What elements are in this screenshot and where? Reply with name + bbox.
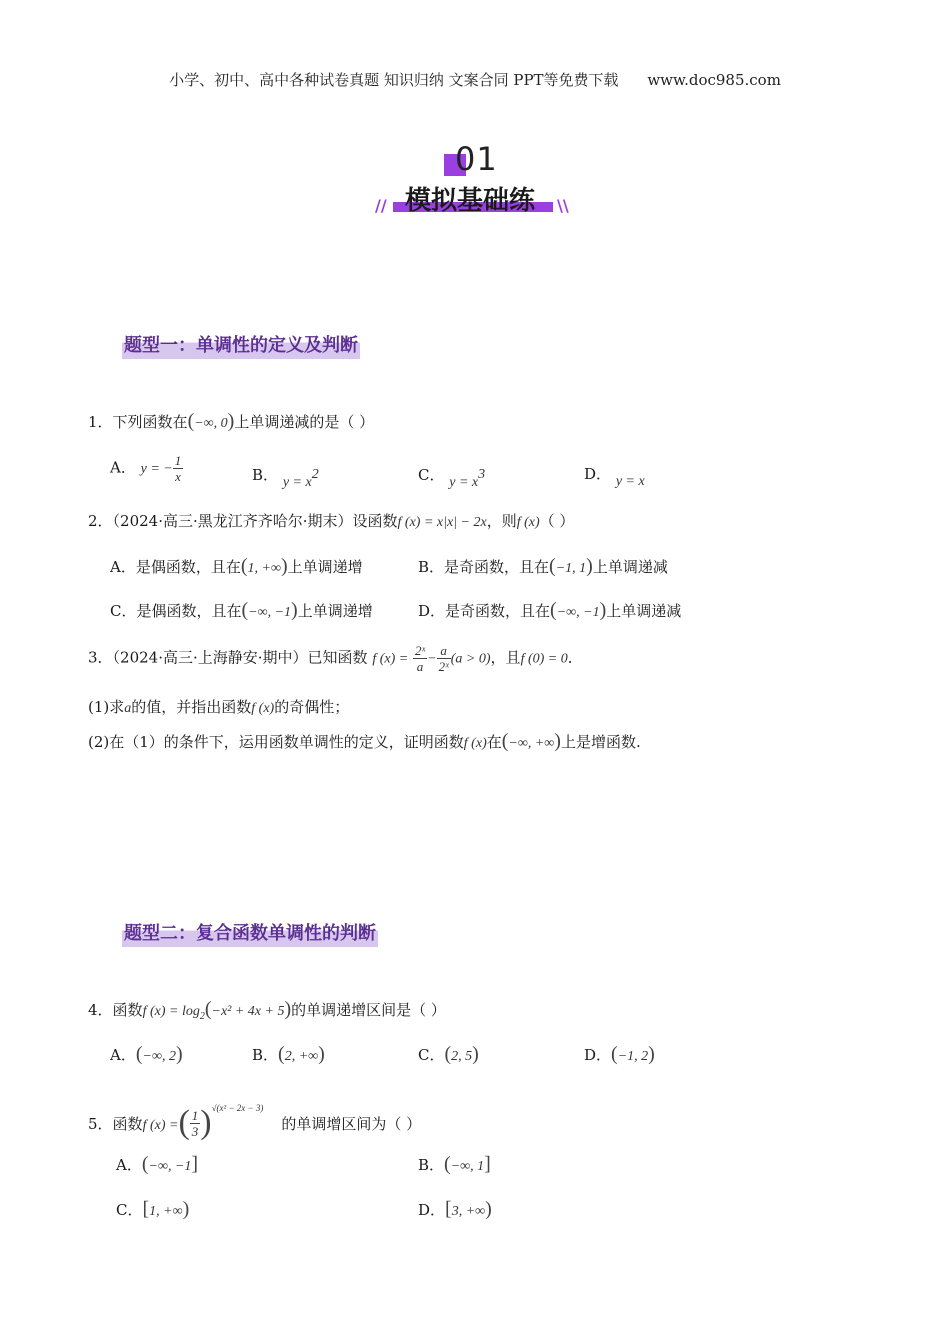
banner-title: 模拟基础练 <box>405 186 536 216</box>
q5-option-d[interactable]: D．[3, +∞) <box>418 1198 492 1220</box>
header-site: www.doc985.com <box>647 71 781 89</box>
q4-option-c[interactable]: C．(2, 5) <box>418 1043 479 1065</box>
fraction: $\frac{1}{x}$ <box>174 453 182 484</box>
q5-option-c[interactable]: C．[1, +∞) <box>116 1198 190 1220</box>
fraction: $\frac{\text{2ˣ}}{a}$ <box>414 643 426 674</box>
question-1: 1．下列函数在(−∞, 0)上单调递减的是（ ） <box>88 410 375 432</box>
section-title-2: 题型二：复合函数单调性的判断 <box>122 917 378 947</box>
question-number: 1． <box>88 413 113 431</box>
q2-option-b[interactable]: B．是奇函数，且在(−1, 1)上单调递减 <box>418 555 668 577</box>
question-3-part-2: (2)在（1）的条件下，运用函数单调性的定义，证明函数f (x)在(−∞, +∞)上是增函数. <box>88 730 641 752</box>
question-text: 下列函数在 <box>112 413 188 431</box>
q2-option-c[interactable]: C．是偶函数，且在(−∞, −1)上单调递增 <box>110 599 373 621</box>
question-2: 2．（2024·高三·黑龙江齐齐哈尔·期末）设函数f (x) = x|x| − 2x，则f (x)（ ） <box>88 512 575 530</box>
question-3: 3．（2024·高三·上海静安·期中）已知函数 f (x) = $\frac{\text{2ˣ}}{a}$ − $\frac{a}{\text{2ˣ}}$ (a > 0)，且f (0) = 0． <box>88 643 583 674</box>
question-text: 上单调递减的是（ ） <box>234 413 375 431</box>
banner-right-slashes: \\ <box>557 196 569 215</box>
banner-number: 01 <box>455 140 498 178</box>
q1-option-d[interactable]: D． y = x <box>584 465 645 489</box>
q1-option-b[interactable]: B． $y = x^2$ <box>252 466 319 490</box>
interval: −∞, 0 <box>194 416 228 431</box>
q1-option-c[interactable]: C． $y = x^3$ <box>418 466 486 490</box>
q5-option-b[interactable]: B．(−∞, 1] <box>418 1153 491 1175</box>
banner-left-slashes: // <box>375 196 387 215</box>
function-expr: f (x) = x|x| − 2x <box>397 515 487 530</box>
page-header <box>0 69 950 90</box>
fraction: $\frac{1}{3}$ <box>191 1107 199 1139</box>
q4-option-b[interactable]: B．(2, +∞) <box>252 1043 325 1065</box>
section-title-1: 题型一：单调性的定义及判断 <box>122 329 360 359</box>
question-4: 4．函数f $(x) = \log_2(-x^2 + 4x + 5)$的单调递增区间是（ ） <box>88 998 446 1022</box>
q5-option-a[interactable]: A．(−∞, −1] <box>116 1153 199 1175</box>
q2-option-a[interactable]: A．是偶函数，且在(1, +∞)上单调递增 <box>110 555 363 577</box>
question-3-part-1: (1)求a的值，并指出函数f (x)的奇偶性； <box>88 698 350 716</box>
question-5: 5．函数f (x) =( $\frac{1}{3}$ )$^{√(x^2 - 2x - 3)}$的单调增区间为（ ） <box>88 1103 422 1141</box>
header-text: 小学、初中、高中各种试卷真题 知识归纳 文案合同 PPT等免费下载 <box>169 71 619 89</box>
q4-option-a[interactable]: A．(−∞, 2) <box>110 1043 183 1065</box>
q4-option-d[interactable]: D．(−1, 2) <box>584 1043 655 1065</box>
fraction: $\frac{a}{\text{2ˣ}}$ <box>438 643 449 674</box>
exponent: √(x² − 2x − 3) <box>211 1103 264 1113</box>
q1-option-a[interactable]: A． y = − $\frac{1}{x}$ <box>110 453 182 484</box>
q2-option-d[interactable]: D．是奇函数，且在(−∞, −1)上单调递减 <box>418 599 682 621</box>
banner <box>375 140 575 220</box>
